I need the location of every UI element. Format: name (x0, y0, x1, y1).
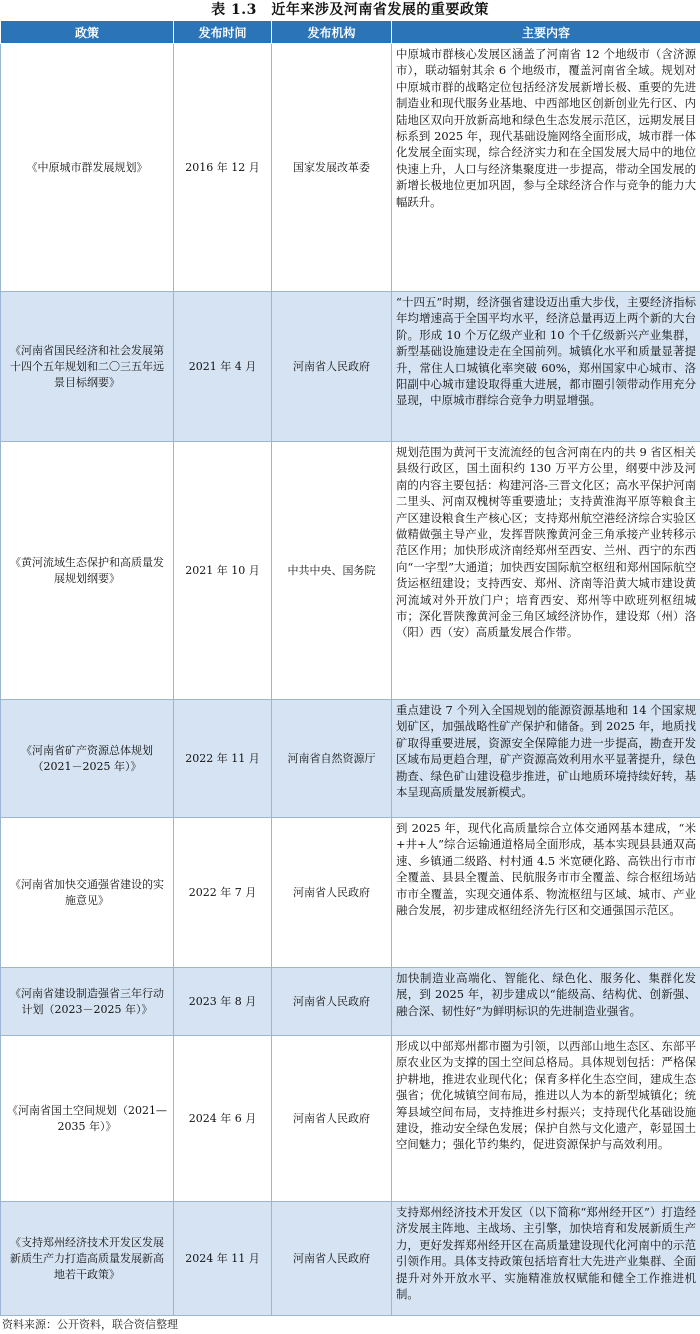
release-date: 2024 年 11 月 (174, 1202, 272, 1316)
table-row (1, 968, 700, 1036)
release-date: 2021 年 4 月 (174, 292, 272, 442)
policy-name: 《河南省国民经济和社会发展第十四个五年规划和二〇三五年远景目标纲要》 (1, 292, 174, 442)
header-policy: 政策 (1, 21, 174, 44)
header-date: 发布时间 (174, 21, 272, 44)
policy-name: 《河南省国土空间规划（2021—2035 年）》 (1, 1036, 174, 1202)
policy-name: 《河南省加快交通强省建设的实施意见》 (1, 818, 174, 968)
policy-content: 到 2025 年，现代化高质量综合立体交通网基本建成，“米+井+人”综合运输通道格局全面形成，基本实现县县通双高速、乡镇通二级路、村村通 4.5 米宽硬化路、高铁出行市市全覆盖、县县全覆盖、民航服务市市全覆盖、综合枢纽场站市市全覆盖，实现交通体系、物流枢纽与区域、城市、产业融合发展，初步建成枢纽经济先行区和交通强国示范区。 (392, 818, 700, 968)
table-title: 表 1.3 近年来涉及河南省发展的重要政策 (0, 0, 700, 20)
header-agency: 发布机构 (272, 21, 392, 44)
policy-content: 加快制造业高端化、智能化、绿色化、服务化、集群化发展，到 2025 年，初步建成以“能级高、结构优、创新强、融合深、韧性好”为鲜明标识的先进制造业强省。 (392, 968, 700, 1036)
release-agency: 河南省自然资源厅 (272, 700, 392, 818)
release-date: 2022 年 7 月 (174, 818, 272, 968)
policy-name: 《河南省矿产资源总体规划（2021－2025 年）》 (1, 700, 174, 818)
release-agency: 国家发展改革委 (272, 44, 392, 292)
table-row (1, 44, 700, 292)
policy-name: 《支持郑州经济技术开发区发展新质生产力打造高质量发展新高地若干政策》 (1, 1202, 174, 1316)
release-agency: 河南省人民政府 (272, 1202, 392, 1316)
release-date: 2023 年 8 月 (174, 968, 272, 1036)
release-agency: 河南省人民政府 (272, 968, 392, 1036)
release-agency: 河南省人民政府 (272, 292, 392, 442)
table-row (1, 442, 700, 700)
release-date: 2016 年 12 月 (174, 44, 272, 292)
table-row (1, 818, 700, 968)
policy-name: 《黄河流域生态保护和高质量发展规划纲要》 (1, 442, 174, 700)
table-row (1, 1202, 700, 1316)
policy-content: 重点建设 7 个列入全国规划的能源资源基地和 14 个国家规划矿区，加强战略性矿产保护和储备。到 2025 年，地质找矿取得重要进展，资源安全保障能力进一步提高，勘查开发区域布局更趋合理，矿产资源高效利用水平显著提升，绿色勘查、绿色矿山建设稳步推进，矿山地质环境持续好转，基本呈现高质量发展新模式。 (392, 700, 700, 818)
table-row (1, 700, 700, 818)
policy-content: 形成以中部郑州都市圈为引领，以西部山地生态区、东部平原农业区为支撑的国土空间总格局。具体规划包括：严格保护耕地，推进农业现代化；保育多样化生态空间，建成生态强省；优化城镇空间布局，推进以人为本的新型城镇化；统筹县域空间布局，支持推进乡村振兴；支持现代化基础设施建设，推动安全绿色发展；保护自然与文化遗产，彰显国土空间魅力；强化节约集约，促进资源保护与高效利用。 (392, 1036, 700, 1202)
policy-name: 《河南省建设制造强省三年行动计划（2023－2025 年）》 (1, 968, 174, 1036)
policy-content: 中原城市群核心发展区涵盖了河南省 12 个地级市（含济源市），联动辐射其余 6 个地级市，覆盖河南省全域。规划对中原城市群的战略定位包括经济发展新增长极、重要的先进制造业和现代服务业基地、中西部地区创新创业先行区、内陆地区双向开放新高地和绿色生态发展示范区，远期发展目标系到 2025 年，现代基础设施网络全面形成，城市群一体化发展全面实现，综合经济实力和在全国发展大局中的地位快速上升，人口与经济集聚度进一步提高，带动全国发展的新增长极地位更加巩固，参与全球经济合作与竞争的能力大幅跃升。 (392, 44, 700, 292)
header-content: 主要内容 (392, 21, 700, 44)
policy-content: 规划范围为黄河干支流流经的包含河南在内的共 9 省区相关县级行政区，国土面积约 130 万平方公里，纲要中涉及河南的内容主要包括：构建河洛-三晋文化区；高水平保护河南二里头、河南双槐树等重要遗址；支持黄淮海平原等粮食主产区建设粮食生产核心区；支持郑州航空港经济综合实验区做精做强主导产业，发挥晋陕豫黄河金三角承接产业转移示范区作用；加快形成济南经郑州至西安、兰州、西宁的东西向“一字型”大通道；加快西安国际航空枢纽和郑州国际航空货运枢纽建设；支持西安、郑州、济南等沿黄大城市建设黄河流域对外开放门户；培育西安、郑州等中欧班列枢纽城市；深化晋陕豫黄河金三角区域经济协作，建设郑（州）洛（阳）西（安）高质量发展合作带。 (392, 442, 700, 700)
release-agency: 中共中央、国务院 (272, 442, 392, 700)
release-date: 2022 年 11 月 (174, 700, 272, 818)
table-row (1, 1036, 700, 1202)
release-date: 2021 年 10 月 (174, 442, 272, 700)
release-agency: 河南省人民政府 (272, 818, 392, 968)
policy-content: “十四五”时期，经济强省建设迈出重大步伐，主要经济指标年均增速高于全国平均水平，经济总量再迈上两个新的大台阶。形成 10 个万亿级产业和 10 个千亿级新兴产业集群，新型基础设施建设走在全国前列。城镇化水平和质量显著提升，常住人口城镇化率突破 60%，郑州国家中心城市、洛阳副中心城市建设取得重大进展，都市圈引领带动作用充分显现，中原城市群综合竞争力明显增强。 (392, 292, 700, 442)
table-row (1, 292, 700, 442)
header-row (1, 21, 700, 44)
release-agency: 河南省人民政府 (272, 1036, 392, 1202)
policy-content: 支持郑州经济技术开发区（以下简称“郑州经开区”）打造经济发展主阵地、主战场、主引擎，加快培育和发展新质生产力，更好发挥郑州经开区在高质量建设现代化河南中的示范引领作用。具体支持政策包括培育壮大先进产业集群、全面提升对外开放水平、实施精准放权赋能和健全工作推进机制。 (392, 1202, 700, 1316)
policy-name: 《中原城市群发展规划》 (1, 44, 174, 292)
source-note: 资料来源：公开资料，联合资信整理 (0, 1316, 700, 1334)
release-date: 2024 年 6 月 (174, 1036, 272, 1202)
policy-table (0, 20, 700, 1316)
